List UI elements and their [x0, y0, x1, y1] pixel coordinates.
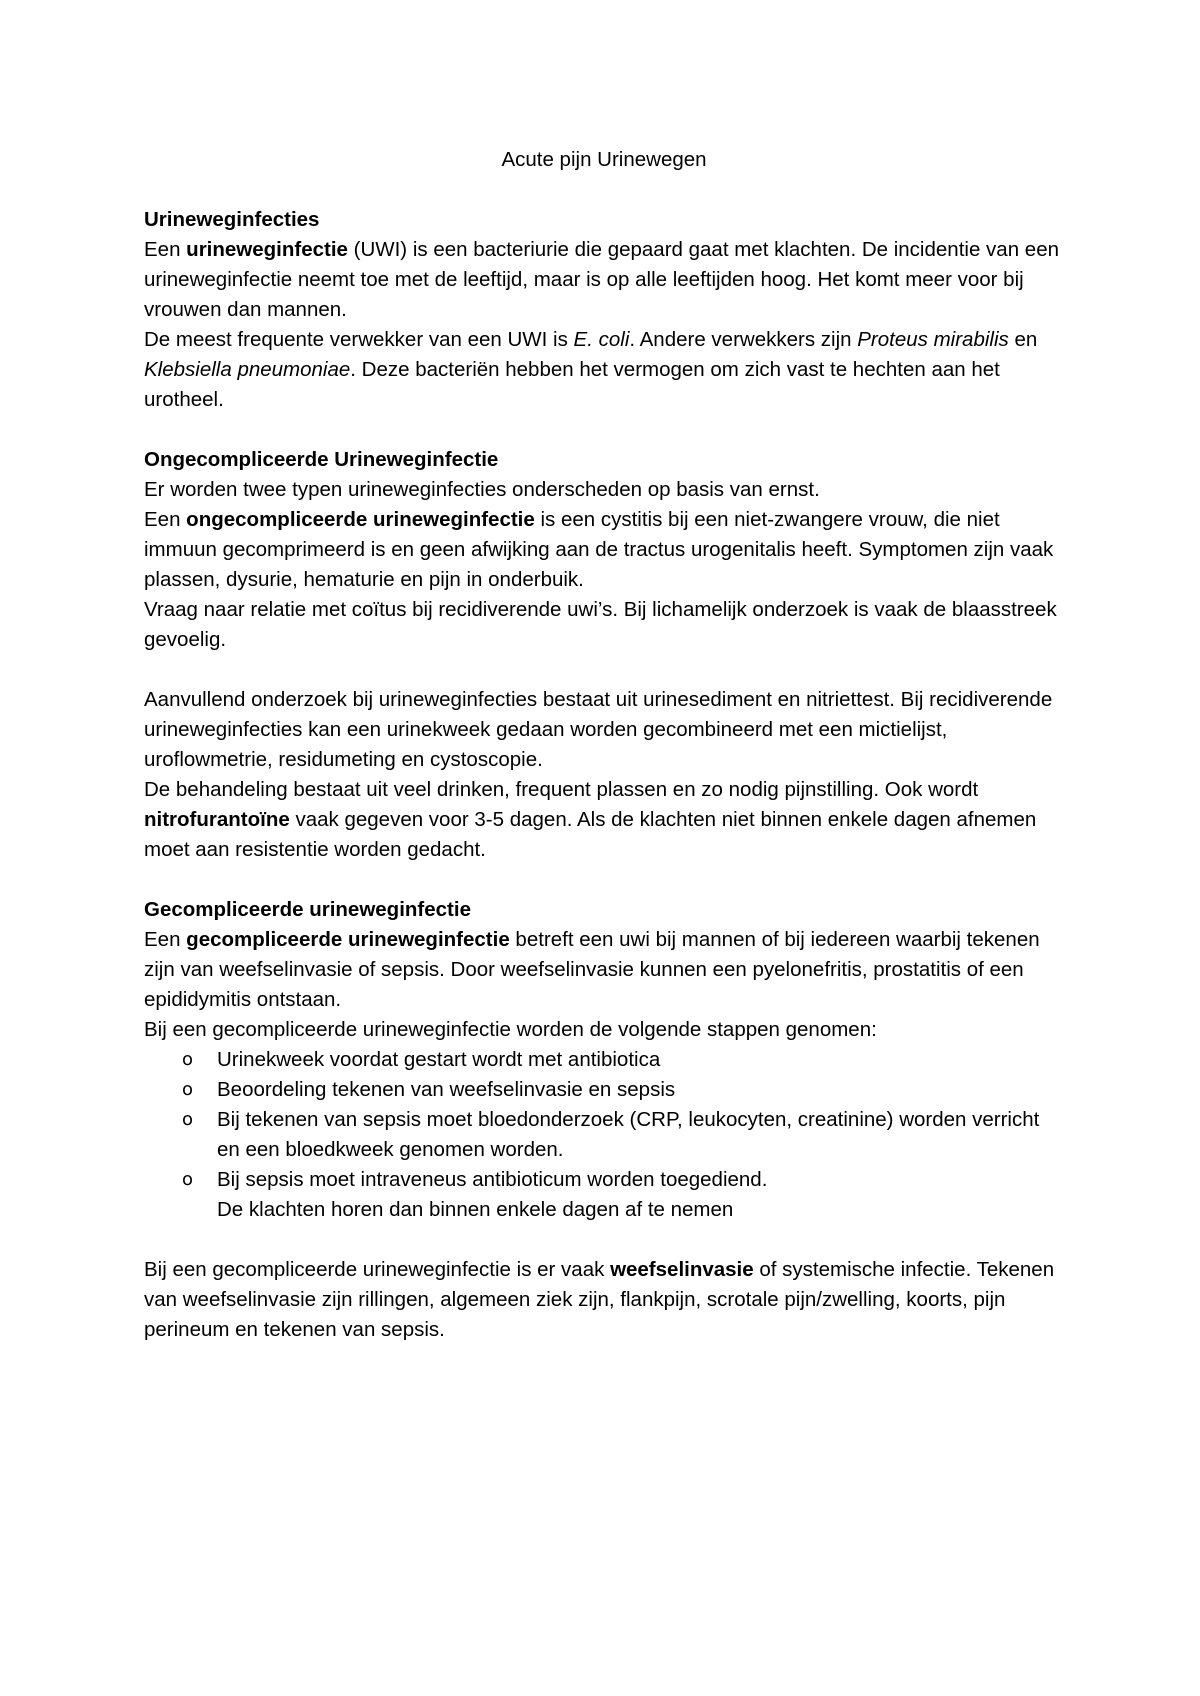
text-run: Bij een gecompliceerde urineweginfectie is er vaak — [144, 1258, 611, 1281]
section-weefselinvasie — [144, 1255, 1064, 1345]
paragraph — [144, 925, 1064, 1015]
section-aanvullend-onderzoek — [144, 685, 1064, 865]
bold-term: gecompliceerde urineweginfectie — [186, 928, 510, 951]
text-run: is een cystitis bij een niet-zwangere vrouw, die niet immuun gecomprimeerd is en geen afwijking aan de tractus urogenitalis heeft. Symptomen zijn vaak plassen, dysurie, hematurie en pijn in onderbuik. — [144, 508, 1054, 591]
italic-term: Klebsiella pneumoniae — [144, 358, 351, 381]
text-run: De meest frequente verwekker van een UWI is — [144, 328, 574, 351]
list-item-text: Bij tekenen van sepsis moet bloedonderzoek (CRP, leukocyten, creatinine) worden verricht en een bloedkweek genomen worden. — [217, 1108, 1040, 1161]
section-gecompliceerde — [144, 895, 1064, 1225]
steps-list — [144, 1045, 1064, 1225]
text-run: Een — [144, 928, 187, 951]
text-run: vaak gegeven voor 3-5 dagen. Als de klachten niet binnen enkele dagen afnemen moet aan resistentie worden gedacht. — [144, 808, 1037, 861]
text-run: of systemische infectie. Tekenen van weefselinvasie zijn rillingen, algemeen ziek zijn, flankpijn, scrotale pijn/zwelling, koorts, pijn perineum en tekenen van sepsis. — [144, 1258, 1055, 1341]
text-run: Een — [144, 508, 187, 531]
text-run: betreft een uwi bij mannen of bij iedereen waarbij tekenen zijn van weefselinvasie of sepsis. Door weefselinvasie kunnen een pyelonefritis, prostatitis of een epididymitis ontstaan. — [144, 928, 1040, 1011]
bold-term: weefselinvasie — [610, 1258, 754, 1281]
paragraph — [144, 775, 1064, 865]
italic-term: E. coli — [573, 328, 630, 351]
bold-term: urineweginfectie — [186, 238, 348, 261]
list-item-text: Bij sepsis moet intraveneus antibioticum worden toegediend. — [217, 1168, 768, 1191]
text-run: De behandeling bestaat uit veel drinken, frequent plassen en zo nodig pijnstilling. Ook wordt — [144, 778, 979, 801]
text-run: . Andere verwekkers zijn — [629, 328, 858, 351]
section-ongecompliceerde — [144, 445, 1064, 655]
section-heading: Urineweginfecties — [144, 208, 320, 231]
circle-bullet-icon: o — [182, 1049, 194, 1070]
document-body — [144, 145, 1064, 1375]
circle-bullet-icon: o — [182, 1079, 194, 1100]
list-item — [144, 1045, 1064, 1075]
paragraph — [144, 325, 1064, 415]
paragraph: Bij een gecompliceerde urineweginfectie worden de volgende stappen genomen: — [144, 1018, 877, 1041]
paragraph — [144, 235, 1064, 325]
circle-bullet-icon: o — [182, 1109, 194, 1130]
section-heading: Ongecompliceerde Urineweginfectie — [144, 448, 499, 471]
paragraph: Vraag naar relatie met coïtus bij recidiverende uwi’s. Bij lichamelijk onderzoek is vaak de blaasstreek gevoelig. — [144, 598, 1057, 651]
text-run: en — [1008, 328, 1038, 351]
section-urineweginfecties — [144, 205, 1064, 415]
list-item-text: Beoordeling tekenen van weefselinvasie en sepsis — [217, 1078, 676, 1101]
list-item — [144, 1075, 1064, 1105]
italic-term: Proteus mirabilis — [857, 328, 1009, 351]
paragraph — [144, 1255, 1064, 1345]
list-item-continuation: De klachten horen dan binnen enkele dagen af te nemen — [217, 1198, 734, 1221]
section-heading: Gecompliceerde urineweginfectie — [144, 898, 471, 921]
list-item-text: Urinekweek voordat gestart wordt met antibiotica — [217, 1048, 661, 1071]
circle-bullet-icon: o — [182, 1169, 194, 1190]
paragraph: Aanvullend onderzoek bij urineweginfecties bestaat uit urinesediment en nitriettest. Bij recidiverende urineweginfecties kan een urinekweek gedaan worden gecombineerd met een mictielijst, uroflowmetrie, residumeting en cystoscopie. — [144, 688, 1053, 771]
text-run: . Deze bacteriën hebben het vermogen om zich vast te hechten aan het urotheel. — [144, 358, 1000, 411]
text-run: Een — [144, 238, 187, 261]
bold-term: ongecompliceerde urineweginfectie — [186, 508, 535, 531]
paragraph — [144, 505, 1064, 595]
list-item — [144, 1165, 1064, 1225]
bold-term: nitrofurantoïne — [144, 808, 290, 831]
text-run: (UWI) is een bacteriurie die gepaard gaat met klachten. De incidentie van een urineweginfectie neemt toe met de leeftijd, maar is op alle leeftijden hoog. Het komt meer voor bij vrouwen dan mannen. — [144, 238, 1059, 321]
paragraph: Er worden twee typen urineweginfecties onderscheden op basis van ernst. — [144, 478, 820, 501]
document-title: Acute pijn Urinewegen — [501, 148, 707, 171]
list-item — [144, 1105, 1064, 1165]
